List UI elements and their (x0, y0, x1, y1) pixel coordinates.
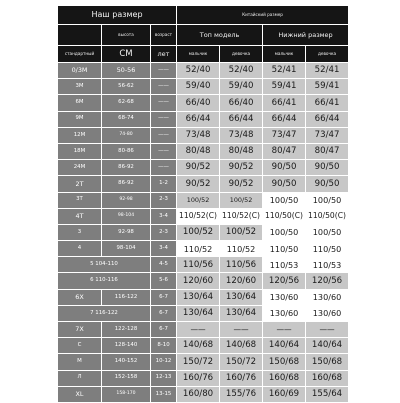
cell-size: 6X (58, 290, 101, 305)
cell-size: 3T (58, 193, 101, 208)
cell-size: 6 110-116 (58, 273, 150, 288)
cell-top-boy: 59/40 (177, 79, 219, 94)
cell-size: 24M (58, 160, 101, 175)
cell-size: Л (58, 371, 101, 386)
cell-size: C (58, 338, 101, 353)
cell-age: 3-4 (151, 241, 176, 256)
cell-bottom-girl: 150/68 (306, 354, 348, 369)
cell-top-boy: 160/76 (177, 371, 219, 386)
cell-bottom-girl: 80/47 (306, 144, 348, 159)
cell-age: —— (151, 79, 176, 94)
cell-size: 9M (58, 112, 101, 127)
cell-size: XL (58, 387, 101, 402)
cell-top-boy: 100/52 (177, 193, 219, 208)
table-row (58, 354, 348, 369)
cell-bottom-girl: 120/56 (306, 273, 348, 288)
cell-size: 5 104-110 (58, 257, 150, 272)
cell-age: 6-7 (151, 322, 176, 337)
cell-height: 74-80 (102, 128, 150, 143)
cell-height: 152-158 (102, 371, 150, 386)
cell-size: 7X (58, 322, 101, 337)
header-standard: стандартный (58, 46, 101, 62)
cell-height: 62-68 (102, 95, 150, 110)
table-row (58, 128, 348, 143)
cell-bottom-girl: —— (306, 322, 348, 337)
cell-bottom-boy: 59/41 (263, 79, 305, 94)
cell-top-boy: 140/68 (177, 338, 219, 353)
cell-age: 3-4 (151, 209, 176, 224)
cell-height: 158-170 (102, 387, 150, 402)
table-row (58, 112, 348, 127)
cell-bottom-boy: 80/47 (263, 144, 305, 159)
table-row (58, 144, 348, 159)
cell-bottom-boy: 100/50 (263, 225, 305, 240)
header-age: возраст (151, 25, 176, 45)
table-row (58, 209, 348, 224)
cell-top-girl: 59/40 (220, 79, 262, 94)
cell-top-girl: 110/56 (220, 257, 262, 272)
cell-height: 56-62 (102, 79, 150, 94)
cell-top-boy: 80/48 (177, 144, 219, 159)
cell-top-boy: 150/72 (177, 354, 219, 369)
cell-age: 8-10 (151, 338, 176, 353)
cell-age: —— (151, 63, 176, 78)
cell-age: 4-5 (151, 257, 176, 272)
table-row (58, 176, 348, 191)
header-bottom-girl: девочка (306, 46, 348, 62)
cell-bottom-girl: 66/44 (306, 112, 348, 127)
cell-top-girl: 155/76 (220, 387, 262, 402)
cell-height: 116-122 (102, 290, 150, 305)
cell-top-girl: 100/52 (220, 193, 262, 208)
cell-age: 5-6 (151, 273, 176, 288)
cell-top-girl: 120/60 (220, 273, 262, 288)
cell-bottom-boy: 66/44 (263, 112, 305, 127)
cell-bottom-girl: 100/50 (306, 225, 348, 240)
cell-top-girl: 80/48 (220, 144, 262, 159)
cell-size: 0/3M (58, 63, 101, 78)
cell-bottom-girl: 110/50(C) (306, 209, 348, 224)
cell-bottom-boy: 160/69 (263, 387, 305, 402)
table-row (58, 257, 348, 272)
table-row (58, 290, 348, 305)
cell-bottom-girl: 130/60 (306, 306, 348, 321)
header-years: лет (151, 46, 176, 62)
cell-top-girl: 66/44 (220, 112, 262, 127)
cell-top-girl: 100/52 (220, 225, 262, 240)
table-row (58, 63, 348, 78)
cell-age: —— (151, 95, 176, 110)
cell-height: 86-92 (102, 176, 150, 191)
cell-top-boy: 90/52 (177, 176, 219, 191)
cell-bottom-girl: 59/41 (306, 79, 348, 94)
cell-top-boy: 73/48 (177, 128, 219, 143)
cell-age: —— (151, 128, 176, 143)
table-row (58, 79, 348, 94)
cell-size: 12M (58, 128, 101, 143)
cell-bottom-girl: 52/41 (306, 63, 348, 78)
cell-bottom-boy: 120/56 (263, 273, 305, 288)
cell-top-girl: 130/64 (220, 306, 262, 321)
cell-size: 7 116-122 (58, 306, 150, 321)
cell-bottom-girl: 140/64 (306, 338, 348, 353)
cell-age: 13-15 (151, 387, 176, 402)
cell-bottom-boy: 52/41 (263, 63, 305, 78)
header-empty (58, 25, 101, 45)
cell-size: 4T (58, 209, 101, 224)
cell-top-girl: 66/40 (220, 95, 262, 110)
header-top-girl: девочка (220, 46, 262, 62)
cell-height: 122-128 (102, 322, 150, 337)
cell-age: 10-12 (151, 354, 176, 369)
cell-height: 128-140 (102, 338, 150, 353)
cell-top-girl: 52/40 (220, 63, 262, 78)
cell-size: 3 (58, 225, 101, 240)
cell-top-boy: 110/52 (177, 241, 219, 256)
cell-bottom-boy: 110/50(C) (263, 209, 305, 224)
header-height: высота (102, 25, 150, 45)
header-chinese-size: Китайский размер (177, 6, 348, 24)
cell-bottom-girl: 90/50 (306, 176, 348, 191)
cell-size: 18M (58, 144, 101, 159)
cell-top-boy: 130/64 (177, 290, 219, 305)
header-bottom-boy: мальчик (263, 46, 305, 62)
cell-age: 6-7 (151, 306, 176, 321)
cell-height: 80-86 (102, 144, 150, 159)
size-chart-table (57, 5, 349, 403)
cell-age: —— (151, 160, 176, 175)
cell-top-girl: 130/64 (220, 290, 262, 305)
cell-bottom-girl: 130/60 (306, 290, 348, 305)
header-cm: CM (102, 46, 150, 62)
cell-top-girl: 90/52 (220, 160, 262, 175)
cell-top-boy: 90/52 (177, 160, 219, 175)
cell-top-boy: 66/44 (177, 112, 219, 127)
table-row (58, 193, 348, 208)
cell-size: 2T (58, 176, 101, 191)
cell-bottom-girl: 90/50 (306, 160, 348, 175)
cell-bottom-boy: 140/64 (263, 338, 305, 353)
cell-top-girl: —— (220, 322, 262, 337)
table-row (58, 338, 348, 353)
cell-bottom-girl: 73/47 (306, 128, 348, 143)
table-row (58, 322, 348, 337)
cell-age: 2-3 (151, 193, 176, 208)
cell-bottom-girl: 100/50 (306, 193, 348, 208)
table-row (58, 241, 348, 256)
cell-top-boy: 66/40 (177, 95, 219, 110)
cell-top-girl: 110/52(C) (220, 209, 262, 224)
cell-bottom-boy: 130/60 (263, 290, 305, 305)
cell-top-boy: 100/52 (177, 225, 219, 240)
cell-top-boy: 120/60 (177, 273, 219, 288)
cell-top-girl: 160/76 (220, 371, 262, 386)
header-top-model: Топ модель (177, 25, 262, 45)
cell-top-girl: 73/48 (220, 128, 262, 143)
table-row (58, 306, 348, 321)
cell-bottom-boy: 66/41 (263, 95, 305, 110)
cell-height: 98-104 (102, 209, 150, 224)
cell-size: 4 (58, 241, 101, 256)
cell-top-boy: 110/56 (177, 257, 219, 272)
cell-bottom-boy: 150/68 (263, 354, 305, 369)
cell-size: 6M (58, 95, 101, 110)
cell-height: 140-152 (102, 354, 150, 369)
cell-bottom-girl: 155/64 (306, 387, 348, 402)
cell-top-girl: 150/72 (220, 354, 262, 369)
cell-top-girl: 90/52 (220, 176, 262, 191)
cell-top-girl: 140/68 (220, 338, 262, 353)
cell-bottom-boy: 130/60 (263, 306, 305, 321)
cell-age: 12-13 (151, 371, 176, 386)
table-row (58, 95, 348, 110)
cell-bottom-boy: 90/50 (263, 160, 305, 175)
cell-age: —— (151, 112, 176, 127)
cell-age: 6-7 (151, 290, 176, 305)
cell-height: 50-56 (102, 63, 150, 78)
cell-height: 68-74 (102, 112, 150, 127)
cell-age: 2-3 (151, 225, 176, 240)
cell-bottom-boy: —— (263, 322, 305, 337)
cell-height: 92-98 (102, 193, 150, 208)
cell-top-boy: 160/80 (177, 387, 219, 402)
header-our-size: Наш размер (58, 6, 176, 24)
cell-age: —— (151, 144, 176, 159)
table-row (58, 371, 348, 386)
cell-top-boy: 52/40 (177, 63, 219, 78)
cell-bottom-boy: 100/50 (263, 193, 305, 208)
cell-height: 92-98 (102, 225, 150, 240)
table-row (58, 273, 348, 288)
cell-height: 86-92 (102, 160, 150, 175)
cell-bottom-boy: 110/50 (263, 241, 305, 256)
cell-size: 3M (58, 79, 101, 94)
cell-bottom-girl: 110/53 (306, 257, 348, 272)
cell-bottom-girl: 66/41 (306, 95, 348, 110)
cell-bottom-girl: 160/68 (306, 371, 348, 386)
header-bottom-size: Нижний размер (263, 25, 348, 45)
table-row (58, 225, 348, 240)
cell-bottom-boy: 73/47 (263, 128, 305, 143)
cell-bottom-girl: 110/50 (306, 241, 348, 256)
cell-top-boy: 110/52(C) (177, 209, 219, 224)
cell-top-girl: 110/52 (220, 241, 262, 256)
header-top-boy: мальчик (177, 46, 219, 62)
cell-bottom-boy: 90/50 (263, 176, 305, 191)
cell-top-boy: —— (177, 322, 219, 337)
table-row (58, 160, 348, 175)
cell-top-boy: 130/64 (177, 306, 219, 321)
cell-bottom-boy: 110/53 (263, 257, 305, 272)
cell-bottom-boy: 160/68 (263, 371, 305, 386)
cell-size: M (58, 354, 101, 369)
cell-age: 1-2 (151, 176, 176, 191)
cell-height: 98-104 (102, 241, 150, 256)
